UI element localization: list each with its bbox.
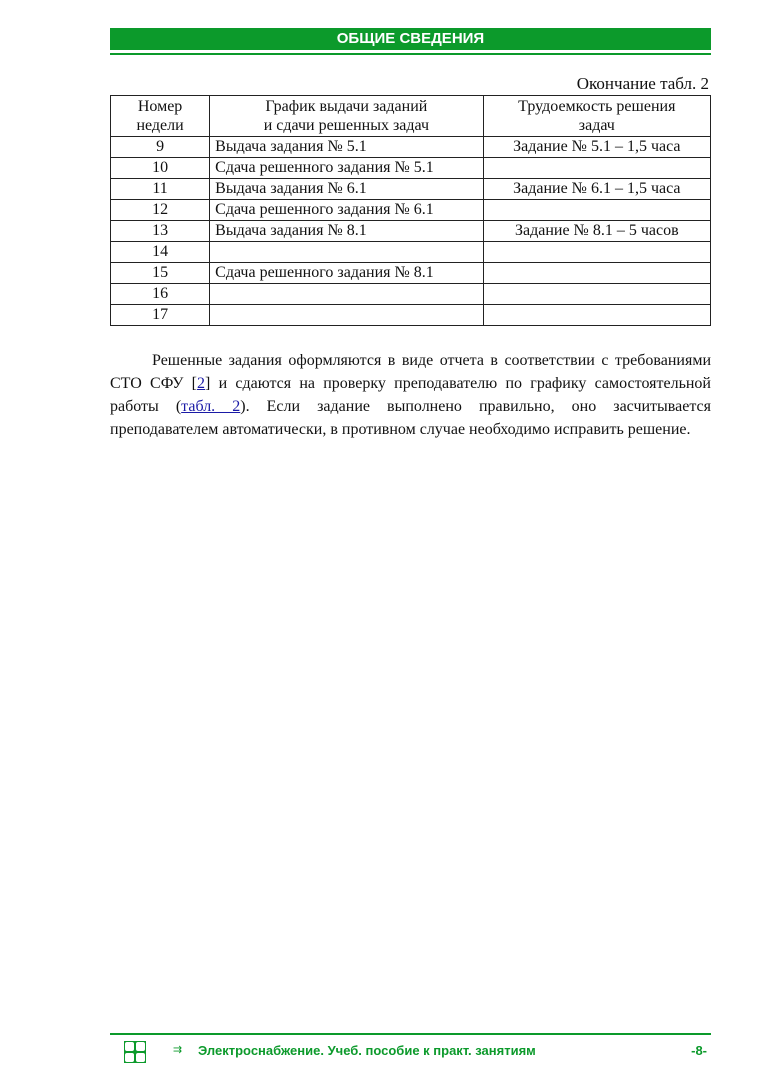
paragraph-text: ). Если задание выполнено правильно, оно засчитывается преподавателем автоматически, в противном случае необходимо исправить решение.: [110, 398, 711, 438]
effort-cell: [483, 284, 710, 305]
schedule-cell: [210, 305, 483, 326]
table-body: [111, 137, 711, 326]
schedule-cell: Сдача решенного задания № 5.1: [210, 158, 483, 179]
page-number: -8-: [691, 1043, 707, 1058]
effort-cell: Задание № 5.1 – 1,5 часа: [483, 137, 710, 158]
effort-cell: [483, 200, 710, 221]
table-link[interactable]: табл. 2: [181, 398, 241, 415]
week-cell: 14: [111, 242, 210, 263]
header-divider: [110, 53, 711, 55]
week-cell: 9: [111, 137, 210, 158]
week-cell: 15: [111, 263, 210, 284]
schedule-cell: [210, 284, 483, 305]
table-row: [111, 137, 711, 158]
column-header-effort: [483, 96, 710, 137]
column-header-text: График выдачи заданий и сдачи решенных задач: [263, 98, 430, 134]
schedule-cell: Выдача задания № 5.1: [210, 137, 483, 158]
effort-cell: Задание № 6.1 – 1,5 часа: [483, 179, 710, 200]
table-row: [111, 158, 711, 179]
schedule-cell: Выдача задания № 8.1: [210, 221, 483, 242]
week-cell: 16: [111, 284, 210, 305]
effort-cell: [483, 263, 710, 284]
effort-cell: [483, 158, 710, 179]
column-header-text: Трудоемкость решения задач: [518, 98, 676, 134]
table-row: [111, 284, 711, 305]
column-header-week: [111, 96, 210, 137]
table-row: [111, 179, 711, 200]
footer-title: Электроснабжение. Учеб. пособие к практ. занятиям: [198, 1043, 536, 1058]
table-row: [111, 263, 711, 284]
schedule-cell: Выдача задания № 6.1: [210, 179, 483, 200]
university-logo-icon: [124, 1041, 146, 1063]
paragraph-text: Решенные задания оформляются в виде отчета в соответствии с требованиями СТО СФУ [: [110, 352, 711, 392]
body-paragraph: [110, 349, 711, 441]
reference-link[interactable]: 2: [197, 375, 206, 392]
week-cell: 17: [111, 305, 210, 326]
schedule-cell: [210, 242, 483, 263]
table-row: [111, 200, 711, 221]
schedule-table: [110, 95, 711, 326]
section-header: ОБЩИЕ СВЕДЕНИЯ: [110, 28, 711, 50]
schedule-cell: Сдача решенного задания № 8.1: [210, 263, 483, 284]
effort-cell: [483, 242, 710, 263]
footer-divider: [110, 1033, 711, 1035]
table-caption: Окончание табл. 2: [576, 74, 709, 93]
column-header-text: Номер недели: [136, 98, 184, 134]
navigation-arrow-icon[interactable]: ⇉: [173, 1043, 183, 1056]
table-row: [111, 221, 711, 242]
table-row: [111, 242, 711, 263]
schedule-cell: Сдача решенного задания № 6.1: [210, 200, 483, 221]
column-header-schedule: [210, 96, 483, 137]
effort-cell: Задание № 8.1 – 5 часов: [483, 221, 710, 242]
table-row: [111, 305, 711, 326]
table-header-row: [111, 96, 711, 137]
week-cell: 11: [111, 179, 210, 200]
effort-cell: [483, 305, 710, 326]
week-cell: 10: [111, 158, 210, 179]
week-cell: 12: [111, 200, 210, 221]
week-cell: 13: [111, 221, 210, 242]
paragraph-text: ] и сдаются на проверку преподавателю по графику самостоятельной работы (: [110, 375, 711, 415]
